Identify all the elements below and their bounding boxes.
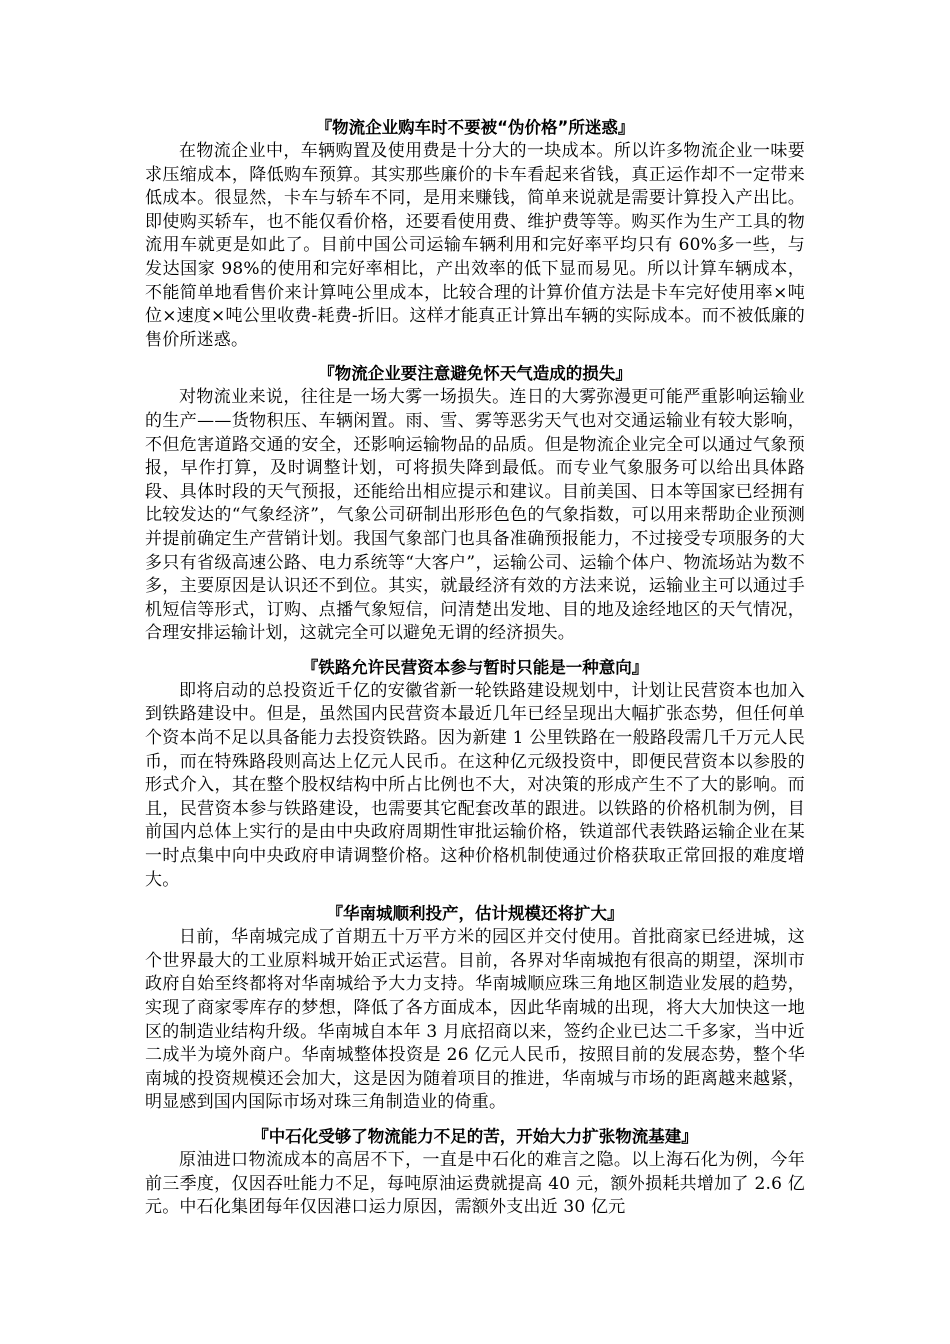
section-spacer <box>145 646 805 656</box>
article-heading: 『物流企业要注意避免怀天气造成的损失』 <box>318 364 632 384</box>
section-spacer <box>145 892 805 902</box>
article-section-vehicle-purchase <box>145 116 805 352</box>
article-body: 即将启动的总投资近千亿的安徽省新一轮铁路建设规划中，计划让民营资本也加入到铁路建设中。但是，虽然国内民营资本最近几年已经呈现出大幅扩张态势，但任何单个资本尚不足以具备能力去投资铁路。因为新建 1 公里铁路在一般路段需几千万元人民币，而在特殊路段则高达上亿元人民币。在这种亿元级投资中，即便民营资本以参股的形式介入，其在整个股权结构中所占比例也不大，对决策的形成产生不了大的影响。而且，民营资本参与铁路建设，也需要其它配套改革的跟进。以铁路的价格机制为例，目前国内总体上实行的是由中央政府周期性审批运输价格，铁道部代表铁路运输企业在某一时点集中向中央政府申请调整价格。这种价格机制使通过价格获取正常回报的难度增大。 <box>145 680 805 890</box>
article-heading: 『物流企业购车时不要被“伪价格”所迷惑』 <box>315 118 635 137</box>
article-heading: 『华南城顺利投产，估计规模还将扩大』 <box>326 904 624 924</box>
section-spacer <box>145 352 805 362</box>
article-section-south-china-city <box>145 902 805 1115</box>
document-page <box>145 116 805 1220</box>
article-section-weather-losses <box>145 362 805 646</box>
article-heading: 『中石化受够了物流能力不足的苦，开始大力扩张物流基建』 <box>252 1126 698 1146</box>
article-body: 日前，华南城完成了首期五十万平方米的园区并交付使用。首批商家已经进城，这个世界最大的工业原料城开始正式运营。目前，各界对华南城抱有很高的期望，深圳市政府自始至终都将对华南城给予大力支持。华南城顺应珠三角地区制造业发展的趋势，实现了商家零库存的梦想，降低了各方面成本，因此华南城的出现，将大大加快这一地区的制造业结构升级。华南城自本年 3 月底招商以来，签约企业已达二千多家，当中近二成半为境外商户。华南城整体投资是 26 亿元人民币，按照目前的发展态势，整个华南城的投资规模还会加大，这是因为随着项目的推进，华南城与市场的距离越来越紧，明显感到国内国际市场对珠三角制造业的倚重。 <box>145 927 805 1113</box>
article-body: 在物流企业中，车辆购置及使用费是十分大的一块成本。所以许多物流企业一味要求压缩成本，降低购车预算。其实那些廉价的卡车看起来省钱，真正运作却不一定带来低成本。很显然，卡车与轿车不同，是用来赚钱，简单来说就是需要计算投入产出比。即使购买轿车，也不能仅看价格，还要看使用费、维护费等等。购买作为生产工具的物流用车就更是如此了。目前中国公司运输车辆利用和完好率平均只有 60%多一些，与发达国家 98%的使用和完好率相比，产出效率的低下显而易见。所以计算车辆成本，不能简单地看售价来计算吨公里成本，比较合理的计算价值方法是卡车完好使用率×吨位×速度×吨公里收费-耗费-折旧。这样才能真正计算出车辆的实际成本。而不被低廉的售价所迷惑。 <box>145 141 805 350</box>
article-heading: 『铁路允许民营资本参与暂时只能是一种意向』 <box>301 657 649 677</box>
article-section-railway-private-capital <box>145 656 805 892</box>
article-body: 对物流业来说，往往是一场大雾一场损失。连日的大雾弥漫更可能严重影响运输业的生产——货物积压、车辆闲置。雨、雪、雾等恶劣天气也对交通运输业有较大影响，不但危害道路交通的安全，还影响运输物品的品质。但是物流企业完全可以通过气象预报，早作打算，及时调整计划，可将损失降到最低。而专业气象服务可以给出具体路段、具体时段的天气预报，还能给出相应提示和建议。目前美国、日本等国家已经拥有比较发达的“气象经济”，气象公司研制出形形色色的气象指数，可以用来帮助企业预测并提前确定生产营销计划。我国气象部门也具备准确预报能力，不过接受专项服务的大多只有省级高速公路、电力系统等“大客户”，运输公司、运输个体户、物流场站为数不多，主要原因是认识还不到位。其实，就最经济有效的方法来说，运输业主可以通过手机短信等形式，订购、点播气象短信，问清楚出发地、目的地及途经地区的天气情况，合理安排运输计划，这就完全可以避免无谓的经济损失。 <box>145 387 805 644</box>
article-section-sinopec-logistics <box>145 1125 805 1220</box>
article-body: 原油进口物流成本的高居不下，一直是中石化的难言之隐。以上海石化为例，今年前三季度，仅因吞吐能力不足，每吨原油运费就提高 40 元，额外损耗共增加了 2.6 亿元。中石化集团每年仅因港口运力原因，需额外支出近 30 亿元 <box>145 1149 805 1218</box>
section-spacer <box>145 1115 805 1125</box>
